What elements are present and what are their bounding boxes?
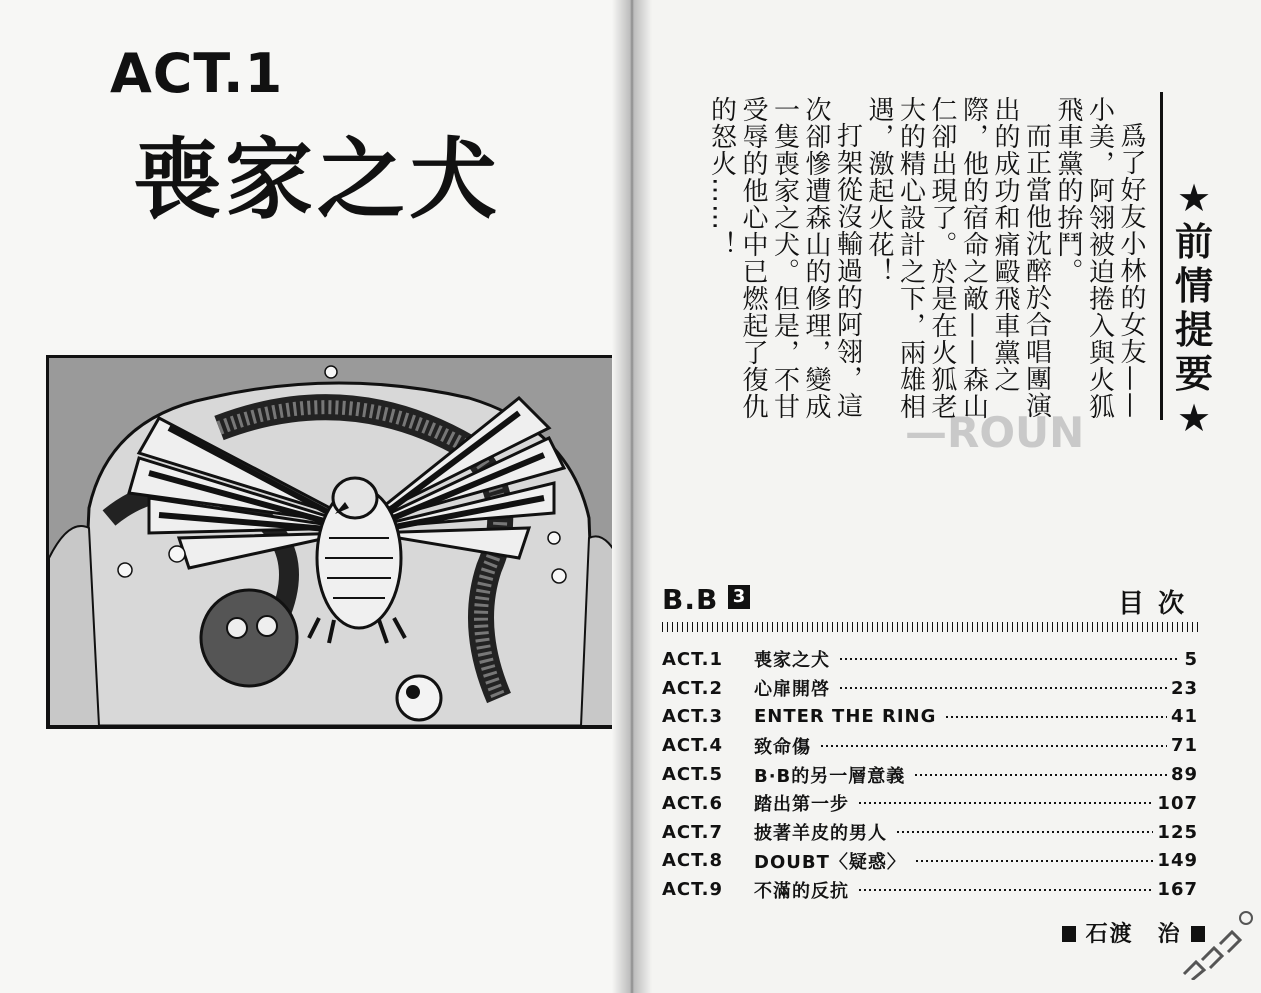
toc-act: ACT.8 [662,850,724,872]
toc-title: 喪家之犬 [754,650,830,672]
toc-page-number: 125 [1157,821,1198,843]
toc-act: ACT.2 [662,677,724,699]
toc-heading: 目次 [1117,589,1198,619]
summary-body [706,96,1146,436]
toc-page-number: 71 [1170,735,1198,757]
summary-rule [1160,92,1163,420]
left-page [0,0,630,993]
book-gutter [612,0,652,993]
toc-title: DOUBT〈疑惑〉 [754,851,906,873]
toc-entry[interactable] [662,674,1198,703]
toc-page-number: 167 [1157,879,1198,901]
bleed-through-ghost: —ROUN [905,408,1085,457]
toc-entry[interactable] [662,818,1198,847]
volume-badge: 3 [728,585,750,609]
toc-title: 披著羊皮的男人 [754,823,887,845]
toc-page-number: 5 [1184,648,1198,670]
toc-leader [821,745,1167,747]
toc-entry[interactable] [662,760,1198,789]
toc-title: 致命傷 [754,736,811,758]
summary-paragraph: 爲了好友小林的女友——小美，阿翎被迫捲入與火狐飛車黨的拚鬥。 [1053,96,1146,420]
toc-leader [840,658,1180,660]
square-mark-icon [1062,926,1076,942]
toc-list [662,645,1198,904]
summary-title-char: 要 [1174,352,1213,396]
scan-watermark-logo [1176,900,1256,980]
toc-entry[interactable] [662,731,1198,760]
toc-leader [915,774,1167,776]
chapter-act-label: ACT.1 [110,42,284,105]
toc-title: 踏出第一步 [754,794,849,816]
series-title: B.B [662,583,719,616]
summary-paragraph: 打架從沒輸過的阿翎，這次卻慘遭森山的修理，變成一隻喪家之犬。但是，不甘受辱的他心中已燃起了復仇的怒火……！ [706,96,863,420]
toc-leader [840,687,1167,689]
toc-leader [916,860,1154,862]
toc-act: ACT.1 [662,648,724,670]
toc-act: ACT.7 [662,821,724,843]
star-icon: ★ [1176,176,1212,220]
toc-leader [859,802,1153,804]
toc-entry[interactable] [662,789,1198,818]
toc-title: ENTER THE RING [754,706,937,728]
toc-title: 不滿的反抗 [754,880,849,902]
toc-act: ACT.6 [662,792,724,814]
toc-entry[interactable] [662,847,1198,876]
toc-header [662,583,1202,619]
toc-entry[interactable] [662,875,1198,904]
toc-act: ACT.5 [662,764,724,786]
toc-leader [859,889,1153,891]
eagle-dragon-tattoo-image [49,358,627,726]
tattoo-illustration [46,355,630,729]
toc-page-number: 89 [1170,764,1198,786]
summary-title-char: 前 [1174,220,1213,264]
toc-divider [662,622,1200,632]
toc-page-number: 23 [1170,677,1198,699]
toc-title: B·B的另一層意義 [754,765,906,787]
summary-title-char: 提 [1174,308,1213,352]
toc-title: 心扉開啓 [754,679,830,701]
toc-leader [897,831,1153,833]
summary-paragraph: 而正當他沈醉於合唱團演出的成功和痛毆飛車黨之際，他的宿命之敵——森山仁卻出現了。於是在火狐老大的精心設計之下，兩雄相遇，激起火花！ [864,96,1052,420]
toc-page-number: 41 [1170,706,1198,728]
toc-entry[interactable] [662,703,1198,732]
toc-act: ACT.3 [662,706,724,728]
toc-page-number: 107 [1157,792,1198,814]
summary-title [1172,176,1216,440]
toc-leader [946,716,1167,718]
toc-act: ACT.4 [662,735,724,757]
star-icon: ★ [1176,396,1212,440]
summary-title-char: 情 [1174,264,1213,308]
chapter-title: 喪家之犬 [133,128,502,231]
author-name: 石渡 治 [1085,922,1182,947]
toc-page-number: 149 [1157,850,1198,872]
toc-entry[interactable] [662,645,1198,674]
toc-act: ACT.9 [662,879,724,901]
